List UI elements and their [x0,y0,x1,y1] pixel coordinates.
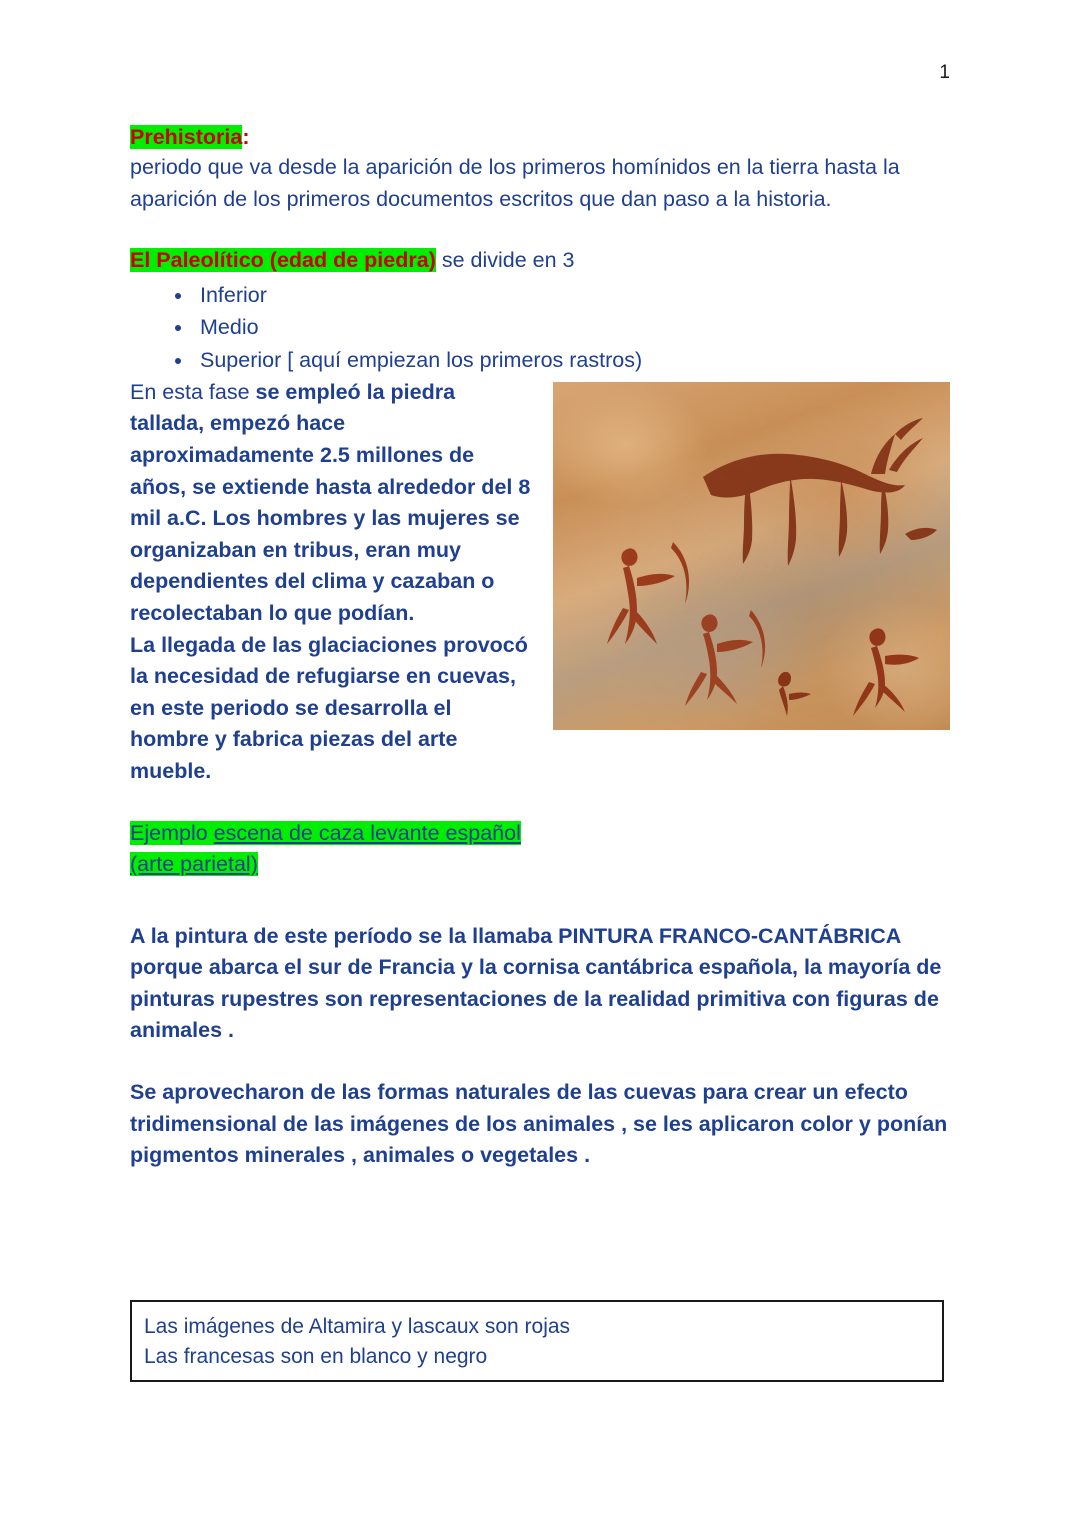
heading-paleolitico-rest-text: se divide en 3 [441,248,575,273]
heading-prehistoria-colon: : [242,125,250,149]
list-item: • Medio [194,311,950,344]
example-line-2 [130,849,950,881]
paragraph-prehistoria-definition: periodo que va desde la aparición de los primeros homínidos en la tierra hasta la aparición de los primeros documentos escritos que dan paso a la historia. [130,155,900,211]
paleolitico-subdivision-list [130,279,950,377]
list-item: • Inferior [194,279,950,312]
cave-painting-image [553,382,950,730]
heading-paleolitico-label: El Paleolítico (edad de piedra) [130,248,436,273]
paragraph-glaciaciones: La llegada de las glaciaciones provocó la necesidad de refugiarse en cuevas, en este periodo se desarrolla el hombre y fabrica piezas del arte mueble. [130,632,528,783]
spacer [130,1047,950,1077]
text-image-flow [130,377,950,881]
document-content [130,125,950,1172]
example-line [130,818,950,850]
paragraph-franco-cantabrica: A la pintura de este período se la llamaba PINTURA FRANCO-CANTÁBRICA porque abarca el sur de Francia y la cornisa cantábrica española, la mayoría de pinturas rupestres son representaciones de la realidad primitiva con figuras de animales . [130,923,942,1043]
paragraph-formas-naturales: Se aprovecharon de las formas naturales de las cuevas para crear un efecto tridimensional de las imágenes de los animales , se les aplicaron color y ponían pigmentos minerales , animales o vegetales . [130,1080,948,1168]
list-item: • Superior [ aquí empiezan los primeros rastros) [194,344,950,377]
paragraph-bold: se empleó la piedra tallada, empezó hace aproximadamente 2.5 millones de años, se extiende hasta alrededor del 8 mil a.C. Los hombres y las mujeres se organizaban en tribus, eran muy dependientes del clima y cazaban o recolectaban lo que podían. [130,379,531,625]
example-text-2: (arte parietal) [130,852,258,877]
heading-paleolitico-rest [436,248,575,272]
spacer [130,215,950,245]
heading-prehistoria-label: Prehistoria [130,125,243,149]
spacer [130,788,950,818]
heading-prehistoria [130,125,950,150]
example-text: escena de caza levante español [213,820,521,845]
paragraph-lead: En esta fase [130,379,256,404]
cave-background [553,382,950,730]
note-box [130,1300,944,1382]
note-line-2: Las francesas son en blanco y negro [144,1344,488,1368]
example-label: Ejemplo [130,820,214,845]
note-line-1: Las imágenes de Altamira y lascaux son rojas [144,1315,571,1338]
heading-paleolitico [130,245,950,277]
cave-figures-svg [553,382,950,730]
page-number: 1 [939,62,950,83]
spacer [130,881,950,921]
